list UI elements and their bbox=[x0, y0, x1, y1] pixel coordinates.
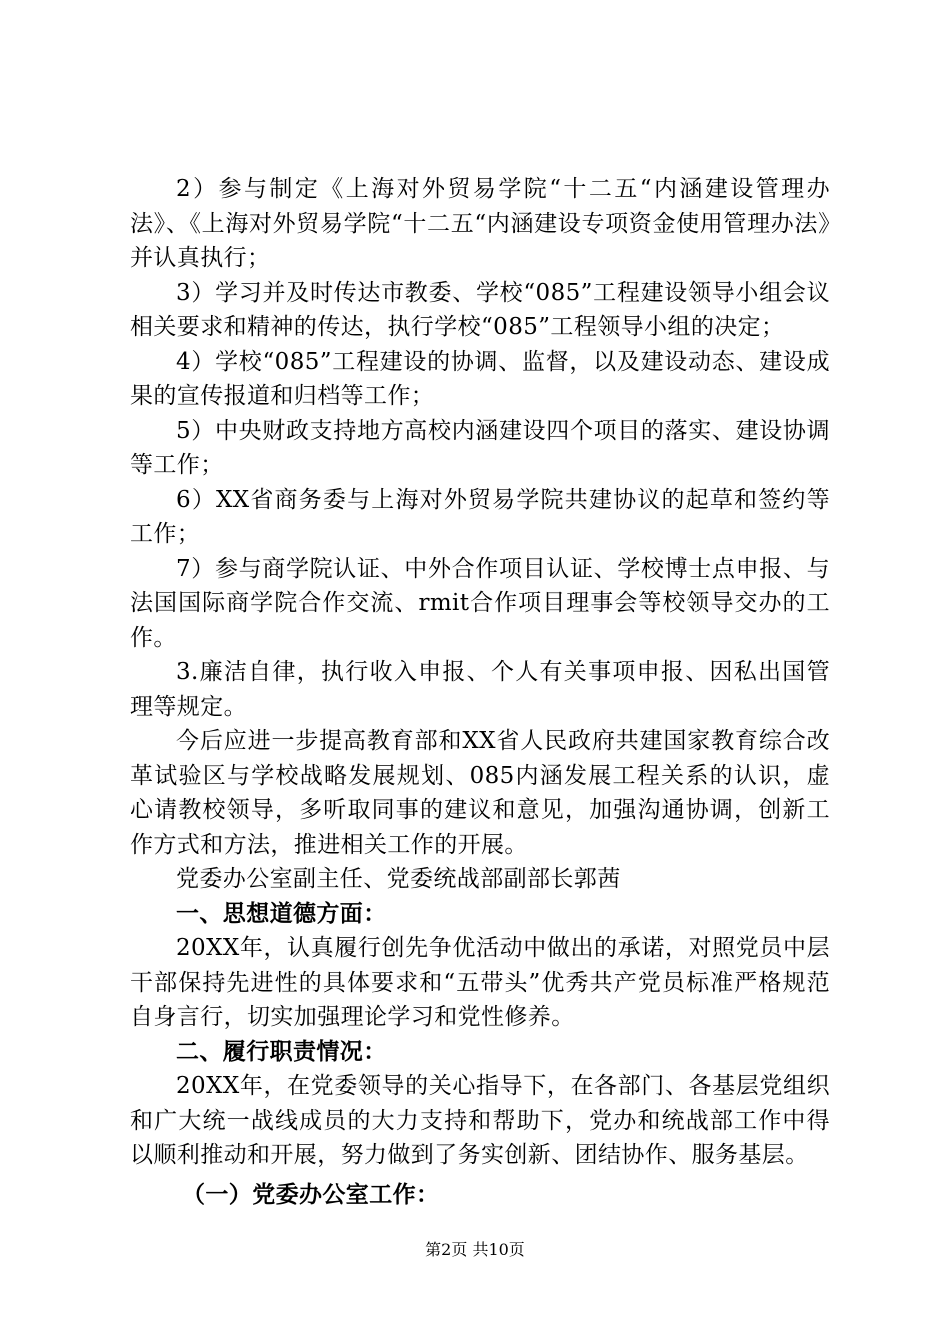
paragraph-item-4: 4）学校“085”工程建设的协调、监督，以及建设动态、建设成果的宣传报道和归档等工作； bbox=[130, 348, 830, 409]
paragraph-future-plan: 今后应进一步提高教育部和XX省人民政府共建国家教育综合改革试验区与学校战略发展规划、085内涵发展工程关系的认识，虚心请教校领导，多听取同事的建议和意见，加强沟通协调，创新工作方式和方法，推进相关工作的开展。 bbox=[130, 728, 830, 858]
document-body bbox=[130, 172, 830, 1215]
paragraph-duties: 20XX年，在党委领导的关心指导下，在各部门、各基层党组织和广大统一战线成员的大力支持和帮助下，党办和统战部工作中得以顺利推动和开展，努力做到了务实创新、团结协作、服务基层。 bbox=[130, 1073, 830, 1168]
section-heading-duties: 二、履行职责情况： bbox=[176, 1038, 387, 1065]
subsection-heading-party-office: （一）党委办公室工作： bbox=[182, 1181, 440, 1208]
paragraph-ethics: 20XX年，认真履行创先争优活动中做出的承诺，对照党员中层干部保持先进性的具体要求和“五带头”优秀共产党员标准严格规范自身言行，切实加强理论学习和党性修养。 bbox=[130, 935, 830, 1030]
paragraph-item-6: 6）XX省商务委与上海对外贸易学院共建协议的起草和签约等工作； bbox=[130, 486, 830, 547]
page-footer bbox=[0, 1240, 950, 1260]
paragraph-item-3: 3）学习并及时传达市教委、学校“085”工程建设领导小组会议相关要求和精神的传达，执行学校“085”工程领导小组的决定； bbox=[130, 279, 830, 340]
paragraph-item-5: 5）中央财政支持地方高校内涵建设四个项目的落实、建设协调等工作； bbox=[130, 417, 830, 478]
author-title-line: 党委办公室副主任、党委统战部副部长郭茜 bbox=[176, 866, 621, 892]
section-heading-ethics: 一、思想道德方面： bbox=[176, 900, 387, 927]
paragraph-item-7: 7）参与商学院认证、中外合作项目认证、学校博士点申报、与法国国际商学院合作交流、rmit合作项目理事会等校领导交办的工作。 bbox=[130, 555, 830, 651]
page-number-indicator: 第2页 共10页 bbox=[425, 1240, 525, 1259]
paragraph-item-2: 2）参与制定《上海对外贸易学院“十二五“内涵建设管理办法》、《上海对外贸易学院“十二五“内涵建设专项资金使用管理办法》并认真执行； bbox=[130, 176, 830, 271]
paragraph-integrity: 3.廉洁自律，执行收入申报、个人有关事项申报、因私出国管理等规定。 bbox=[130, 659, 830, 720]
